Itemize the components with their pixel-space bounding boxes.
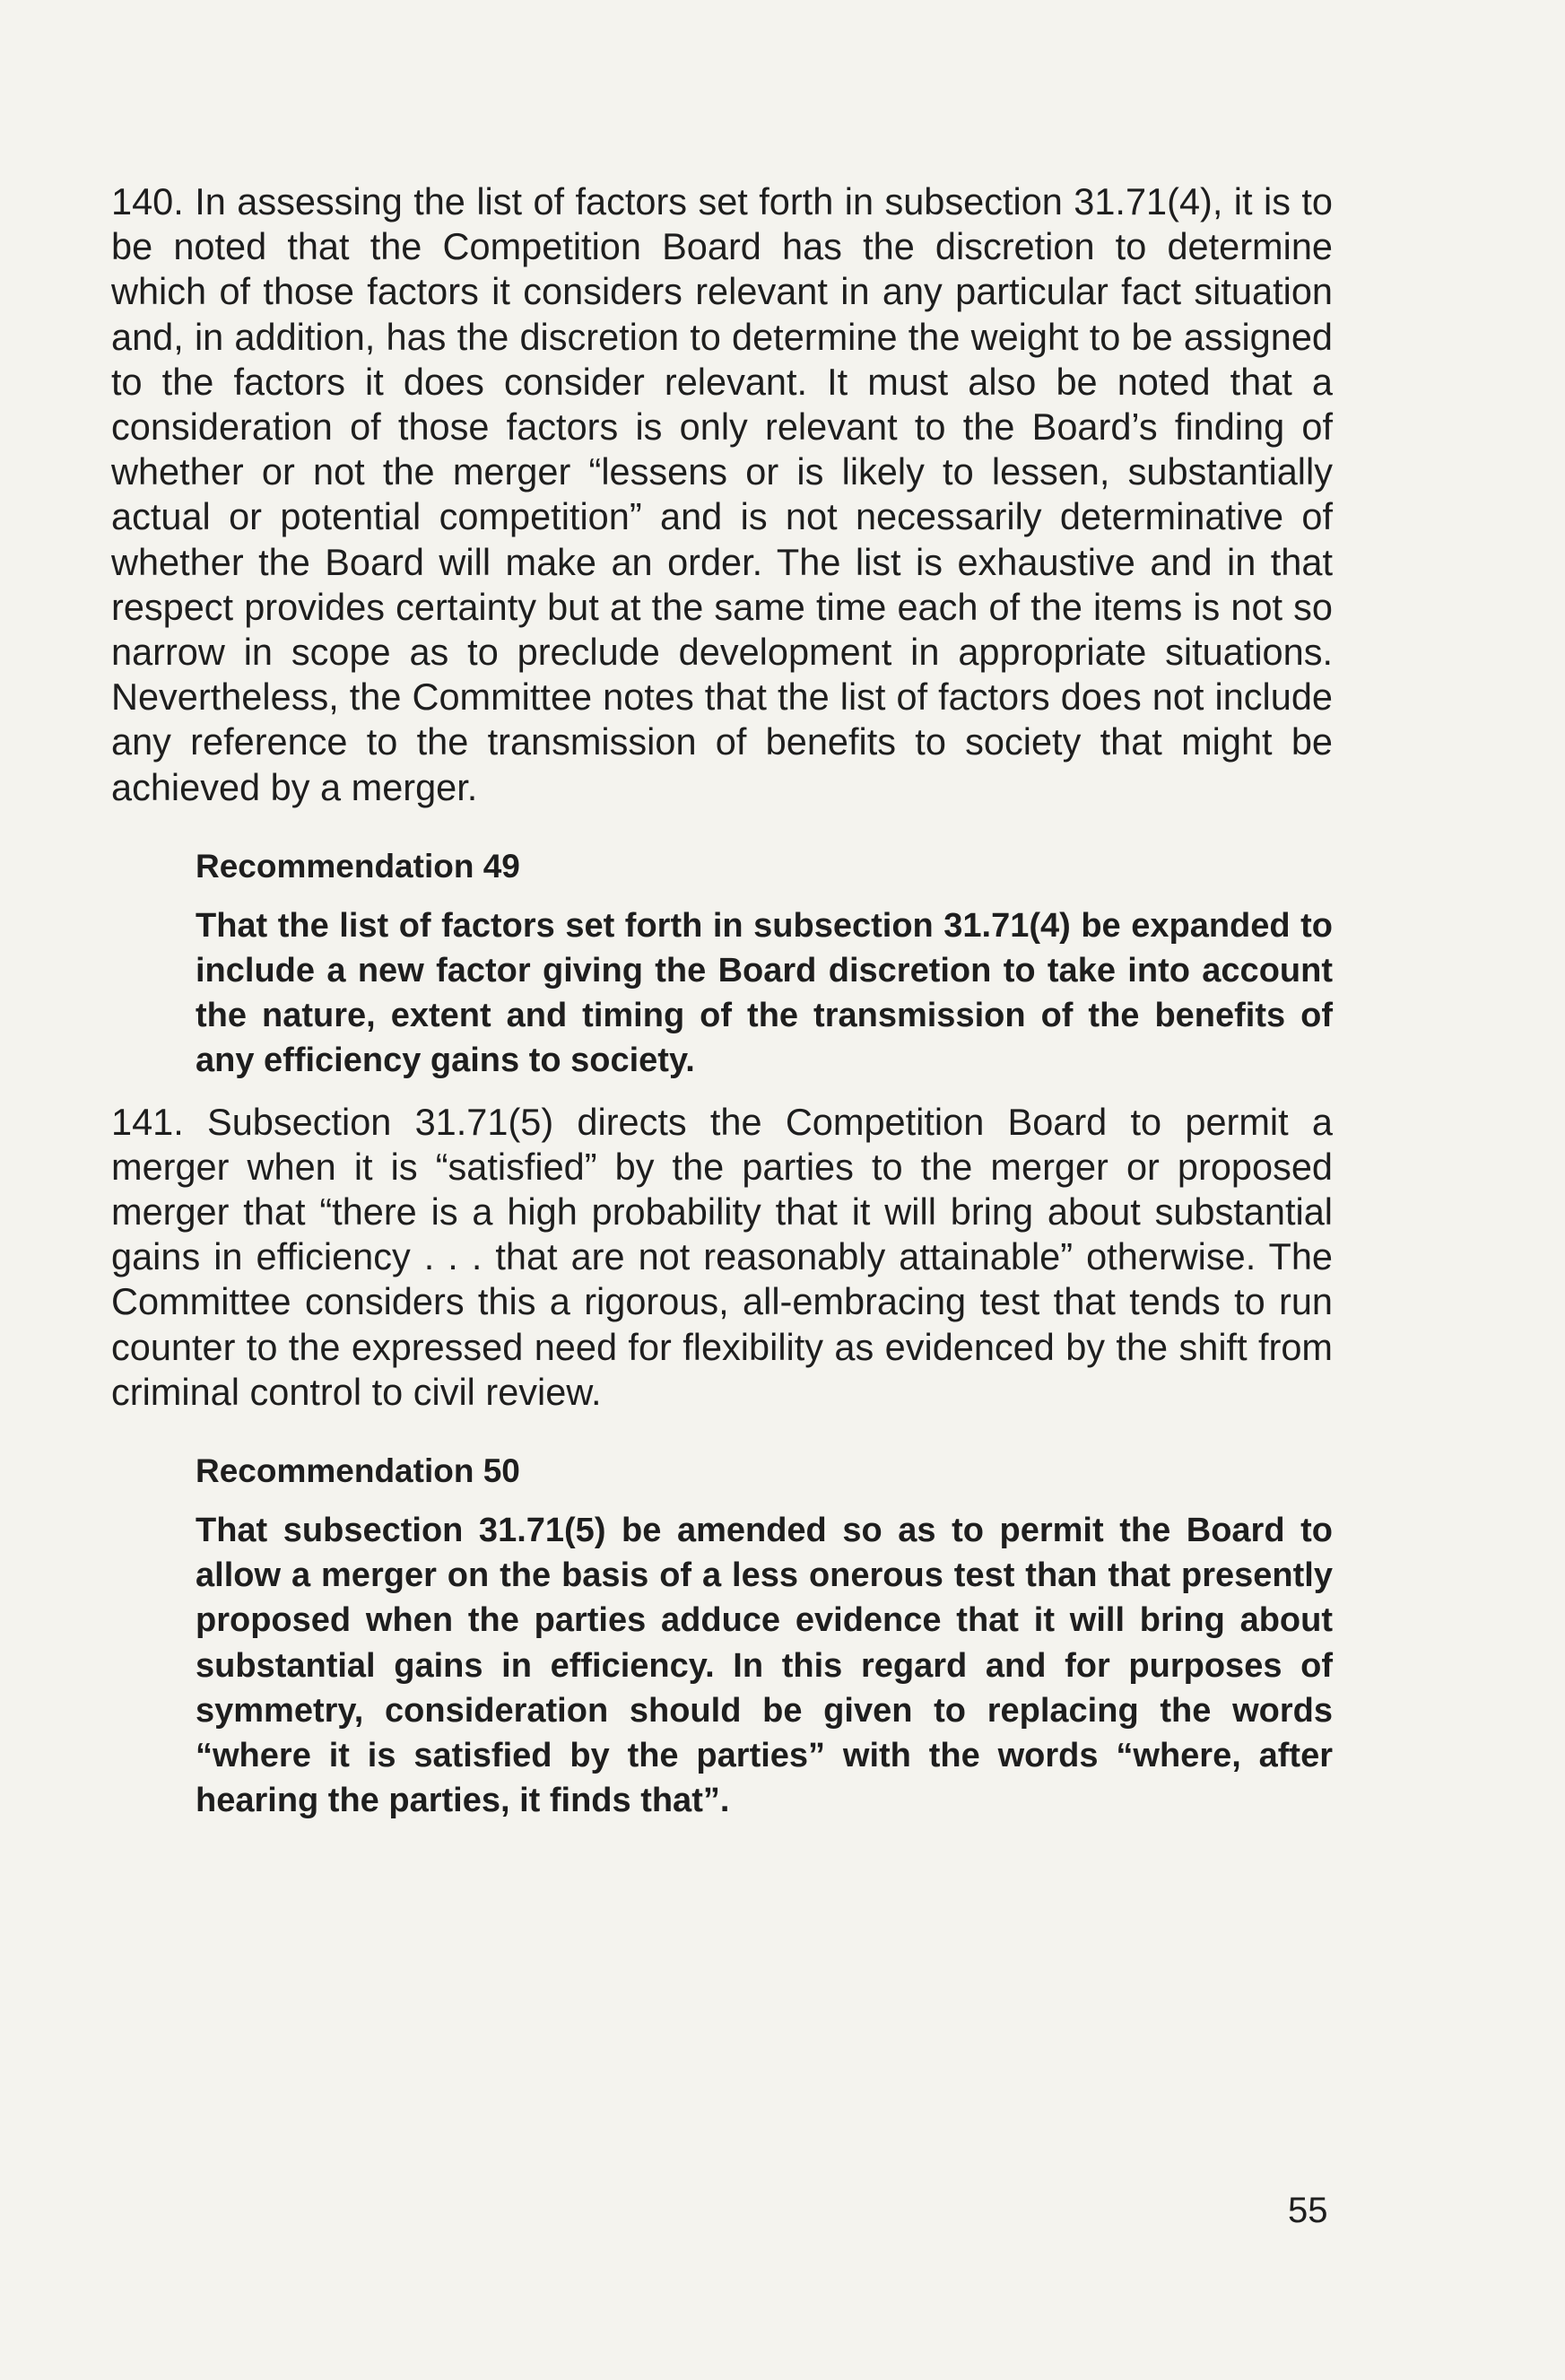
recommendation-50-heading: Recommendation 50: [196, 1452, 520, 1490]
paragraph-140: 140. In assessing the list of factors set forth in subsection 31.71(4), it is to be noted that the Competition Board has the discretion to determine which of those factors it considers relevant in any particular fact situation and, in addition, has the discretion to determine the weight to be assigned to the factors it does consider relevant. It must also be noted that a consideration of those factors is only relevant to the Board’s finding of whether or not the merger “lessens or is likely to lessen, substantially actual or potential competition” and is not necessarily determinative of whether the Board will make an order. The list is exhaustive and in that respect provides certainty but at the same time each of the items is not so narrow in scope as to preclude development in appropriate situations. Nevertheless, the Committee notes that the list of factors does not include any reference to the transmission of benefits to society that might be achieved by a merger.: [111, 180, 1333, 808]
page-number: 55: [1288, 2191, 1328, 2230]
document-page: [111, 179, 1333, 1824]
recommendation-50-text: That subsection 31.71(5) be amended so as to permit the Board to allow a merger on the basis of a less onerous test than that presently proposed when the parties adduce evidence that it will bring about substantial gains in efficiency. In this regard and for purposes of symmetry, consideration should be given to replacing the words “where it is satisfied by the parties” with the words “where, after hearing the parties, it finds that”.: [196, 1512, 1333, 1820]
paragraph-141: 141. Subsection 31.71(5) directs the Competition Board to permit a merger when it is “satisfied” by the parties to the merger or proposed merger that “there is a high probability that it will bring about substantial gains in efficiency . . . that are not reasonably attainable” otherwise. The Committee considers this a rigorous, all-embracing test that tends to run counter to the expressed need for flexibility as evidenced by the shift from criminal control to civil review.: [111, 1100, 1333, 1413]
recommendation-49-text: That the list of factors set forth in subsection 31.71(4) be expanded to include a new factor giving the Board discretion to take into account the nature, extent and timing of the transmission of the benefits of any efficiency gains to society.: [196, 906, 1333, 1080]
recommendation-49-heading: Recommendation 49: [196, 847, 520, 885]
